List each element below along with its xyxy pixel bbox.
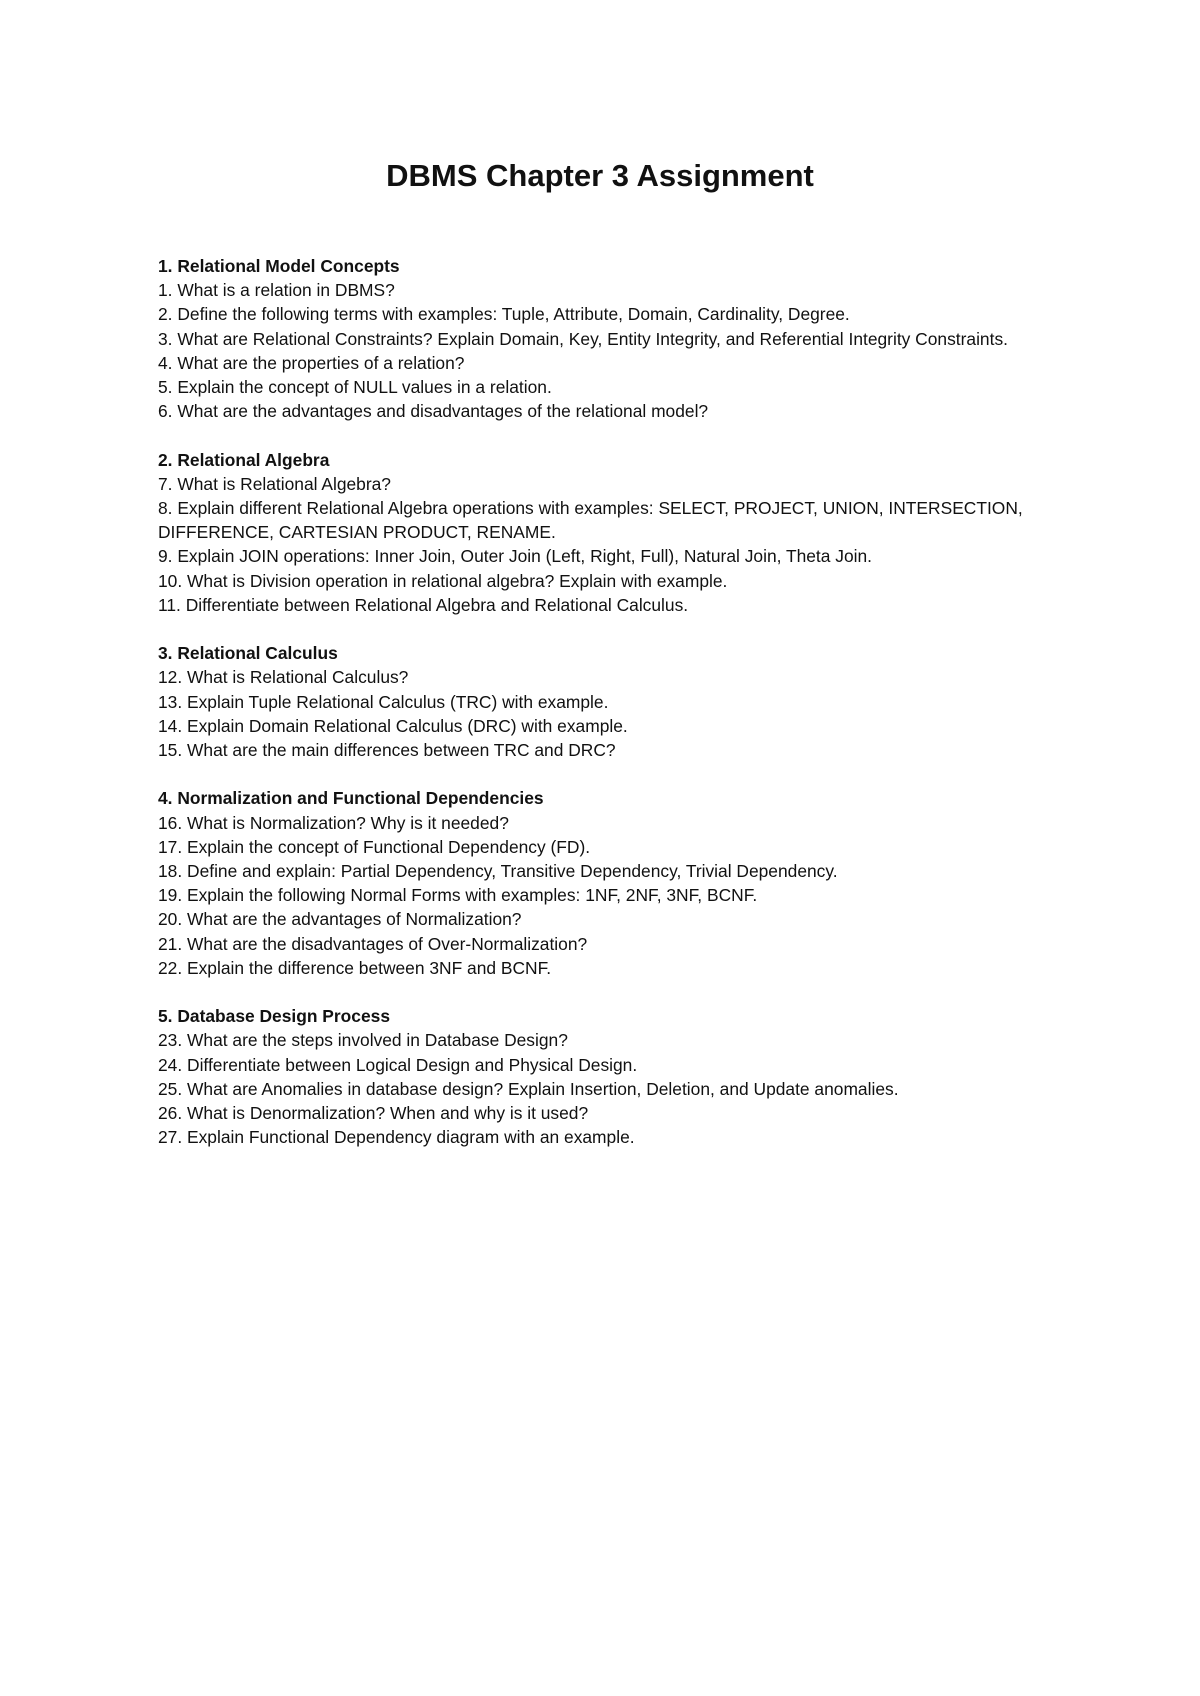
question-item: 15. What are the main differences between TRC and DRC? [158,740,616,761]
question-item: 9. Explain JOIN operations: Inner Join, Outer Join (Left, Right, Full), Natural Join, Theta Join. [158,546,873,567]
section-heading: 2. Relational Algebra [158,449,330,470]
document-title: DBMS Chapter 3 Assignment [386,158,814,193]
section-relational-calculus [158,641,1058,762]
question-item: 27. Explain Functional Dependency diagram with an example. [158,1127,635,1148]
question-item: 8. Explain different Relational Algebra operations with examples: SELECT, PROJECT, UNION, INTERSECTION, DIFFERENCE, CARTESIAN PRODUCT, RENAME. [158,498,1023,543]
question-item: 18. Define and explain: Partial Dependency, Transitive Dependency, Trivial Dependency. [158,861,838,882]
question-item: 20. What are the advantages of Normalization? [158,909,522,930]
question-item: 12. What is Relational Calculus? [158,667,409,688]
section-relational-algebra [158,448,1058,617]
question-item: 22. Explain the difference between 3NF and BCNF. [158,957,552,978]
question-item: 17. Explain the concept of Functional Dependency (FD). [158,836,591,857]
section-database-design [158,1004,1058,1149]
question-item: 13. Explain Tuple Relational Calculus (TRC) with example. [158,691,609,712]
question-item: 23. What are the steps involved in Database Design? [158,1030,568,1051]
question-item: 1. What is a relation in DBMS? [158,280,395,301]
question-item: 14. Explain Domain Relational Calculus (DRC) with example. [158,715,628,736]
question-item: 16. What is Normalization? Why is it needed? [158,812,509,833]
question-item: 24. Differentiate between Logical Design and Physical Design. [158,1054,638,1075]
section-heading: 1. Relational Model Concepts [158,256,400,276]
section-normalization [158,786,1058,980]
section-heading: 5. Database Design Process [158,1006,390,1027]
section-heading: 4. Normalization and Functional Dependencies [158,788,544,809]
question-item: 6. What are the advantages and disadvantages of the relational model? [158,401,709,422]
question-item: 7. What is Relational Algebra? [158,473,391,494]
question-item: 11. Differentiate between Relational Algebra and Relational Calculus. [158,594,689,615]
question-item: 4. What are the properties of a relation? [158,352,465,373]
question-item: 2. Define the following terms with examples: Tuple, Attribute, Domain, Cardinality, Degree. [158,304,850,325]
question-item: 19. Explain the following Normal Forms with examples: 1NF, 2NF, 3NF, BCNF. [158,885,758,906]
question-item: 26. What is Denormalization? When and why is it used? [158,1103,589,1124]
assignment-content [158,254,1058,1174]
question-item: 25. What are Anomalies in database design? Explain Insertion, Deletion, and Update anomalies. [158,1078,899,1099]
section-relational-model [158,254,1058,423]
question-item: 10. What is Division operation in relational algebra? Explain with example. [158,570,728,591]
question-item: 21. What are the disadvantages of Over-Normalization? [158,933,588,954]
section-heading: 3. Relational Calculus [158,643,338,664]
question-item: 3. What are Relational Constraints? Explain Domain, Key, Entity Integrity, and Referential Integrity Constraints. [158,328,1008,349]
question-item: 5. Explain the concept of NULL values in a relation. [158,377,552,398]
